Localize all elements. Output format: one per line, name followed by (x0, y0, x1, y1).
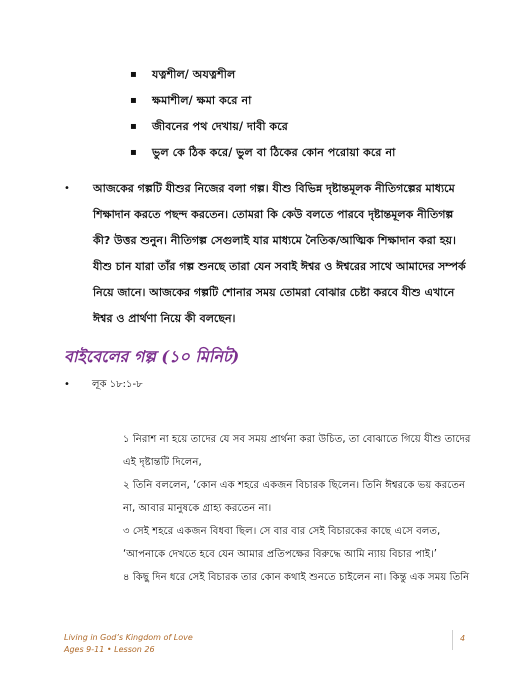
sub-bullet-list (123, 62, 503, 166)
scripture-line: ‘আপনাকে দেখতে হবে যেন আমার প্রতিপক্ষের বিরুদ্ধে আমি ন্যায় বিচার পাই।’ (123, 549, 438, 560)
square-bullet-icon: ▪ (130, 95, 137, 106)
sub-list-item-text: জীবনের পথ দেখায়/ দাবী করে (152, 120, 288, 133)
scripture-line: না, আবার মানুষকে গ্রাহ্য করতেন না। (123, 503, 272, 514)
main-bullet-paragraph (64, 176, 474, 332)
sub-list-item-text: ক্ষমাশীল/ ক্ষমা করে না (152, 94, 252, 107)
scripture-line: এই দৃষ্টান্তটি দিলেন, (123, 457, 202, 468)
footer-course-title: Living in God’s Kingdom of Love (64, 633, 193, 642)
sub-list-item-text: ভুল কে ঠিক করে/ ভুল বা ঠিকের কোন পরোয়া করে না (152, 146, 396, 159)
footer-lesson-info: Ages 9-11 • Lesson 26 (64, 645, 155, 654)
footer-course-info (64, 632, 193, 656)
scripture-passage (123, 428, 483, 589)
scripture-line: ২ তিনি বললেন, ‘কোন এক শহরে একজন বিচারক ছিলেন। তিনি ঈশ্বরকে ভয় করতেন (123, 480, 466, 491)
page-number: 4 (460, 634, 466, 643)
scripture-line: ৪ কিছু দিন ধরে সেই বিচারক তার কোন কথাই শুনতে চাইলেন না। কিন্তু এক সময় তিনি (123, 572, 470, 583)
paragraph-line: আজকের গল্পটি যীশুর নিজের বলা গল্প। যীশু বিভিন্ন দৃষ্টান্তমূলক নীতিগল্পের মাধ্যমে (93, 182, 455, 195)
paragraph-line: যীশু চান যারা তাঁর গল্প শুনছে তারা যেন সবাই ঈশ্বর ও ঈশ্বরের সাথে আমাদের সম্পর্ক (93, 260, 466, 273)
paragraph-line: কী? উত্তর শুনুন। নীতিগল্প সেগুলাই যার মাধ্যমে নৈতিক/আত্মিক শিক্ষাদান করা হয়। (93, 234, 456, 247)
sub-list-item (123, 140, 503, 166)
section-heading: বাইবেলের গল্প (১০ মিনিট) (64, 347, 240, 366)
scripture-reference: লূক ১৮:১-৮ (92, 379, 143, 390)
scripture-line: ১ নিরাশ না হয়ে তাদের যে সব সময় প্রার্থনা করা উচিত, তা বোঝাতে গিয়ে যীশু তাদের (123, 434, 471, 445)
paragraph-line: শিক্ষাদান করতে পছন্দ করতেন। তোমরা কি কেউ বলতে পারবে দৃষ্টান্তমূলক নীতিগল্প (93, 208, 454, 221)
square-bullet-icon: ▪ (130, 69, 137, 80)
footer-divider (452, 630, 453, 650)
sub-list-item-text: যত্নশীল/ অযত্নশীল (152, 68, 236, 81)
round-bullet-icon: • (64, 379, 70, 390)
sub-list-item (123, 88, 503, 114)
square-bullet-icon: ▪ (130, 147, 137, 158)
paragraph-line: ঈশ্বর ও প্রার্থণা নিয়ে কী বলছেন। (93, 312, 236, 325)
round-bullet-icon: • (64, 183, 70, 194)
paragraph-line: নিয়ে জানে। আজকের গল্পটি শোনার সময় তোমরা বোঝার চেষ্টা করবে যীশু এখানে (93, 286, 455, 299)
sub-list-item (123, 62, 503, 88)
scripture-line: ৩ সেই শহরে একজন বিধবা ছিল। সে বার বার সেই বিচারকের কাছে এসে বলত, (123, 526, 441, 537)
sub-list-item (123, 114, 503, 140)
square-bullet-icon: ▪ (130, 121, 137, 132)
